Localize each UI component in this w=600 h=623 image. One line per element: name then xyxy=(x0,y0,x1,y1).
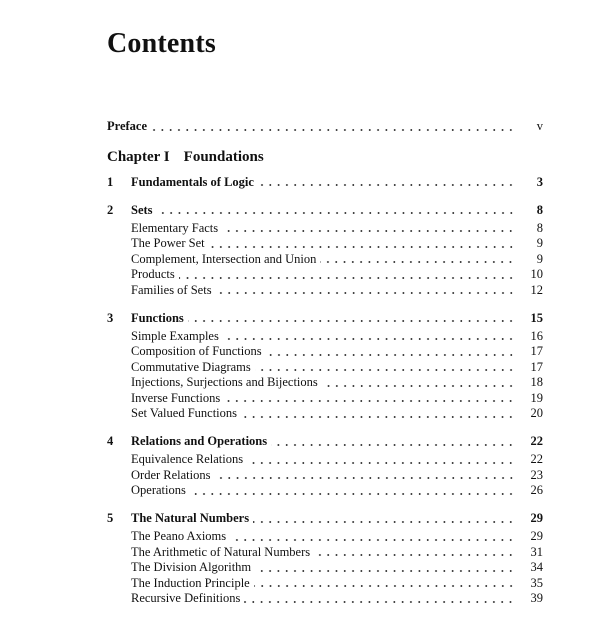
dot-leader xyxy=(322,384,515,388)
dot-leader xyxy=(254,584,515,588)
page-number: 17 xyxy=(530,344,543,358)
section-number: 4 xyxy=(107,434,114,448)
page-number: 29 xyxy=(530,511,543,525)
entry-title: Preface xyxy=(107,119,148,133)
toc-subsection[interactable] xyxy=(107,252,543,268)
page-number: 9 xyxy=(536,236,543,250)
dot-leader xyxy=(188,319,515,323)
page-number: 18 xyxy=(530,375,543,389)
page-number: 26 xyxy=(530,483,543,497)
entry-title: Inverse Functions xyxy=(131,390,221,405)
section-number: 3 xyxy=(107,310,114,325)
toc-subsection[interactable] xyxy=(107,283,543,299)
page-number: 29 xyxy=(530,529,543,543)
dot-leader xyxy=(151,128,515,132)
entry-title: Injections, Surjections and Bijections xyxy=(131,375,318,389)
entry-title: The Arithmetic of Natural Numbers xyxy=(131,544,311,559)
toc-subsection[interactable] xyxy=(107,483,543,499)
section-number: 5 xyxy=(107,511,114,525)
chapter-heading xyxy=(107,148,543,166)
entry-title: Equivalence Relations xyxy=(131,452,244,466)
page-number: v xyxy=(536,119,543,133)
page-number: 31 xyxy=(530,544,543,559)
entry-title: Set Valued Functions xyxy=(131,406,238,420)
table-of-contents xyxy=(107,119,543,607)
page-number: 8 xyxy=(536,220,543,235)
entry-title: Relations and Operations xyxy=(131,434,268,448)
chapter-name: Foundations xyxy=(183,148,264,165)
toc-subsection[interactable] xyxy=(107,529,543,545)
toc-subsection[interactable] xyxy=(107,406,543,422)
page-title: Contents xyxy=(107,28,216,59)
entry-title: Commutative Diagrams xyxy=(131,359,251,374)
dot-leader xyxy=(255,569,515,573)
page-number: 35 xyxy=(530,575,543,590)
entry-title: The Power Set xyxy=(131,236,205,250)
page-number: 22 xyxy=(530,452,543,466)
entry-title: Composition of Functions xyxy=(131,344,262,358)
toc-section-2[interactable] xyxy=(107,203,543,219)
dot-leader xyxy=(223,337,515,341)
toc-subsection[interactable] xyxy=(107,391,543,407)
dot-leader xyxy=(266,353,515,357)
page-number: 20 xyxy=(530,406,543,420)
page-number: 22 xyxy=(530,434,543,448)
dot-leader xyxy=(244,600,515,604)
toc-subsection[interactable] xyxy=(107,344,543,360)
toc-section-5[interactable] xyxy=(107,511,543,527)
entry-title: Simple Examples xyxy=(131,328,219,343)
page-number: 3 xyxy=(536,174,543,189)
entry-title: Complement, Intersection and Union xyxy=(131,251,317,266)
toc-subsection[interactable] xyxy=(107,221,543,237)
entry-title: The Induction Principle xyxy=(131,575,250,590)
dot-leader xyxy=(271,443,515,447)
entry-title: Order Relations xyxy=(131,467,211,482)
entry-title: Elementary Facts xyxy=(131,220,219,235)
dot-leader xyxy=(255,368,515,372)
toc-subsection[interactable] xyxy=(107,329,543,345)
dot-leader xyxy=(224,399,515,403)
page-number: 34 xyxy=(530,560,543,574)
entry-title: Functions xyxy=(131,310,184,325)
toc-subsection[interactable] xyxy=(107,545,543,561)
entry-title: The Natural Numbers xyxy=(131,511,250,525)
toc-subsection[interactable] xyxy=(107,560,543,576)
toc-section-1[interactable] xyxy=(107,175,543,191)
page-number: 19 xyxy=(530,390,543,405)
dot-leader xyxy=(247,461,515,465)
entry-title: Sets xyxy=(131,202,153,217)
entry-title: Products xyxy=(131,267,175,281)
chapter-label: Chapter I xyxy=(107,148,170,165)
entry-title: Families of Sets xyxy=(131,282,212,297)
entry-title: Fundamentals of Logic xyxy=(131,174,254,189)
toc-subsection[interactable] xyxy=(107,576,543,592)
dot-leader xyxy=(157,211,515,215)
toc-entry-preface[interactable] xyxy=(107,119,543,135)
toc-subsection[interactable] xyxy=(107,591,543,607)
page-number: 23 xyxy=(530,467,543,482)
dot-leader xyxy=(215,476,516,480)
page-number: 10 xyxy=(530,267,543,281)
toc-subsection[interactable] xyxy=(107,375,543,391)
entry-title: The Division Algorithm xyxy=(131,560,252,574)
dot-leader xyxy=(190,492,515,496)
toc-subsection[interactable] xyxy=(107,452,543,468)
toc-subsection[interactable] xyxy=(107,236,543,252)
page-number: 15 xyxy=(530,310,543,325)
page-number: 12 xyxy=(530,282,543,297)
page-number: 9 xyxy=(536,251,543,266)
dot-leader xyxy=(209,245,515,249)
section-number: 2 xyxy=(107,202,114,217)
dot-leader xyxy=(179,276,515,280)
dot-leader xyxy=(222,229,515,233)
section-number: 1 xyxy=(107,174,114,189)
dot-leader xyxy=(253,520,515,524)
toc-section-4[interactable] xyxy=(107,434,543,450)
page-number: 16 xyxy=(530,328,543,343)
dot-leader xyxy=(241,415,515,419)
toc-subsection[interactable] xyxy=(107,468,543,484)
dot-leader xyxy=(320,260,515,264)
dot-leader xyxy=(258,183,515,187)
dot-leader xyxy=(216,291,515,295)
page-number: 8 xyxy=(536,202,543,217)
page-number: 39 xyxy=(530,591,543,605)
toc-section-3[interactable] xyxy=(107,311,543,327)
page-number: 17 xyxy=(530,359,543,374)
dot-leader xyxy=(314,553,515,557)
entry-title: Recursive Definitions xyxy=(131,591,241,605)
entry-title: Operations xyxy=(131,483,186,497)
entry-title: The Peano Axioms xyxy=(131,529,227,543)
toc-subsection[interactable] xyxy=(107,267,543,283)
dot-leader xyxy=(230,538,515,542)
toc-subsection[interactable] xyxy=(107,360,543,376)
